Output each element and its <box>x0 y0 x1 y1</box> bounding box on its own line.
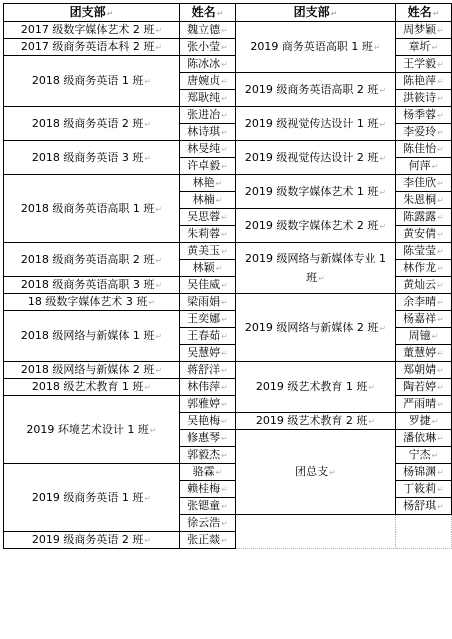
name-cell <box>396 447 452 464</box>
branch-cell <box>4 362 180 379</box>
paragraph-mark-icon: ↵ <box>221 26 228 35</box>
name-cell-text: 林艳 <box>192 176 215 189</box>
name-cell-text: 陈佳怡 <box>403 142 437 155</box>
paragraph-mark-icon: ↵ <box>368 417 376 426</box>
paragraph-mark-icon: ↵ <box>144 383 152 392</box>
name-cell-text: 张正燚 <box>187 533 221 546</box>
branch-cell <box>4 56 180 107</box>
name-cell-text: 余李晴 <box>403 295 437 308</box>
branch-cell-text: 2019 级商务英语 1 班 <box>31 490 144 504</box>
name-cell <box>180 192 236 209</box>
name-cell <box>396 379 452 396</box>
name-cell <box>180 311 236 328</box>
name-cell <box>396 226 452 243</box>
name-cell-text: 丁筱莉 <box>403 482 437 495</box>
paragraph-mark-icon: ↵ <box>437 247 444 256</box>
name-cell-text: 骆霖 <box>192 465 215 478</box>
paragraph-mark-icon: ↵ <box>148 298 156 307</box>
name-cell <box>180 294 236 311</box>
paragraph-mark-icon: ↵ <box>432 8 440 18</box>
branch-cell <box>4 532 180 549</box>
paragraph-mark-icon: ↵ <box>221 417 228 426</box>
branch-cell-text: 2019 级网络与新媒体专业 1 班 <box>245 251 386 284</box>
name-cell-text: 吴思蓉 <box>187 210 221 223</box>
paragraph-mark-icon: ↵ <box>221 332 228 341</box>
name-cell <box>180 226 236 243</box>
name-cell <box>396 277 452 294</box>
name-cell <box>180 209 236 226</box>
name-cell <box>396 73 452 90</box>
paragraph-mark-icon: ↵ <box>221 94 228 103</box>
paragraph-mark-icon: ↵ <box>221 383 228 392</box>
branch-cell <box>4 39 180 56</box>
name-cell <box>180 515 236 532</box>
name-cell <box>180 39 236 56</box>
paragraph-mark-icon: ↵ <box>155 43 163 52</box>
name-cell <box>396 39 452 56</box>
paragraph-mark-icon: ↵ <box>437 383 444 392</box>
empty-cell <box>396 515 452 549</box>
name-cell <box>180 73 236 90</box>
name-cell-text: 杨锦渊 <box>403 465 437 478</box>
paragraph-mark-icon: ↵ <box>437 281 444 290</box>
paragraph-mark-icon: ↵ <box>221 400 228 409</box>
branch-cell-text: 2019 级视觉传达设计 2 班 <box>244 150 379 164</box>
name-cell-text: 林颖 <box>192 261 215 274</box>
paragraph-mark-icon: ↵ <box>373 43 381 52</box>
roster-sheet <box>3 3 452 549</box>
branch-cell <box>236 209 396 243</box>
paragraph-mark-icon: ↵ <box>437 349 444 358</box>
paragraph-mark-icon: ↵ <box>437 264 444 273</box>
name-cell <box>396 90 452 107</box>
name-cell-text: 陶若婷 <box>403 380 437 393</box>
name-cell-text: 吴慧婷 <box>187 346 221 359</box>
name-cell-text: 林作龙 <box>403 261 437 274</box>
paragraph-mark-icon: ↵ <box>437 26 444 35</box>
name-cell <box>180 90 236 107</box>
name-cell <box>396 294 452 311</box>
branch-cell <box>236 294 396 362</box>
branch-cell-text: 2019 级视觉传达设计 1 班 <box>244 116 379 130</box>
empty-cell <box>236 515 396 549</box>
paragraph-mark-icon: ↵ <box>155 366 163 375</box>
paragraph-mark-icon: ↵ <box>431 43 439 52</box>
name-cell <box>180 498 236 515</box>
paragraph-mark-icon: ↵ <box>221 349 228 358</box>
name-cell <box>180 532 236 549</box>
paragraph-mark-icon: ↵ <box>221 485 228 494</box>
paragraph-mark-icon: ↵ <box>216 8 224 18</box>
name-cell-text: 陈艳萍 <box>403 74 437 87</box>
name-cell <box>180 328 236 345</box>
name-cell-text: 林楠 <box>192 193 215 206</box>
table-row <box>4 22 452 39</box>
branch-cell-text: 2018 级网络与新媒体 1 班 <box>20 329 155 342</box>
paragraph-mark-icon: ↵ <box>221 315 228 324</box>
table-row <box>4 362 452 379</box>
branch-cell <box>4 277 180 294</box>
paragraph-mark-icon: ↵ <box>437 468 444 477</box>
paragraph-mark-icon: ↵ <box>437 213 444 222</box>
paragraph-mark-icon: ↵ <box>379 153 387 163</box>
paragraph-mark-icon: ↵ <box>215 179 223 188</box>
paragraph-mark-icon: ↵ <box>437 94 444 103</box>
branch-cell <box>4 22 180 39</box>
branch-cell-text: 2017 级数字媒体艺术 2 班 <box>20 23 155 36</box>
branch-cell-text: 2019 级数字媒体艺术 2 班 <box>244 218 379 232</box>
name-cell <box>180 396 236 413</box>
name-cell <box>180 447 236 464</box>
branch-cell <box>4 243 180 277</box>
branch-cell-text: 2018 级网络与新媒体 2 班 <box>20 363 155 376</box>
name-cell-text: 李爱玲 <box>403 125 437 138</box>
paragraph-mark-icon: ↵ <box>437 298 444 307</box>
name-cell <box>396 158 452 175</box>
roster-table <box>3 3 452 549</box>
header-branch-cell <box>4 4 180 22</box>
name-cell <box>396 362 452 379</box>
name-cell <box>180 158 236 175</box>
name-cell-text: 徐云浩 <box>187 516 221 529</box>
paragraph-mark-icon: ↵ <box>431 162 439 171</box>
name-cell-text: 张锶童 <box>187 499 221 512</box>
name-cell-text: 赖桂梅 <box>187 482 221 495</box>
paragraph-mark-icon: ↵ <box>329 468 336 477</box>
name-cell-text: 章圻 <box>408 40 431 53</box>
name-cell-text: 何萍 <box>408 159 431 172</box>
name-cell-text: 宁杰 <box>408 448 431 461</box>
branch-cell-text: 2018 级商务英语高职 2 班 <box>20 252 155 266</box>
table-row <box>4 243 452 260</box>
name-cell-text: 杨嘉祥 <box>403 312 437 325</box>
name-cell <box>180 277 236 294</box>
header-branch-cell <box>236 4 396 22</box>
name-cell <box>396 311 452 328</box>
paragraph-mark-icon: ↵ <box>221 111 228 120</box>
name-cell-text: 王奕娜 <box>187 312 221 325</box>
table-row <box>4 175 452 192</box>
paragraph-mark-icon: ↵ <box>379 323 387 333</box>
name-cell-text: 吴艳梅 <box>187 414 221 427</box>
paragraph-mark-icon: ↵ <box>221 536 228 545</box>
branch-cell-text: 18 级数字媒体艺术 3 班 <box>27 295 148 308</box>
name-cell-text: 周梦颖 <box>403 23 437 36</box>
paragraph-mark-icon: ↵ <box>437 77 444 86</box>
paragraph-mark-icon: ↵ <box>221 60 228 69</box>
name-cell-text: 董慧婷 <box>403 346 437 359</box>
header-name-cell <box>396 4 452 22</box>
branch-cell-text: 2018 级商务英语高职 3 班 <box>20 278 155 291</box>
name-cell-text: 张进冶 <box>187 108 221 121</box>
name-cell <box>396 243 452 260</box>
branch-cell-text: 2018 级商务英语 1 班 <box>31 74 144 87</box>
name-cell-text: 朱恩桐 <box>403 193 437 206</box>
paragraph-mark-icon: ↵ <box>330 8 338 18</box>
branch-cell-text: 2018 级商务英语 3 班 <box>31 150 144 164</box>
name-cell-text: 李佳欣 <box>403 176 437 189</box>
branch-cell <box>236 175 396 209</box>
branch-cell-text: 2019 环境艺术设计 1 班 <box>26 422 149 436</box>
paragraph-mark-icon: ↵ <box>221 247 228 256</box>
name-cell-text: 林伟萍 <box>187 380 221 393</box>
branch-cell <box>236 141 396 175</box>
paragraph-mark-icon: ↵ <box>431 417 439 426</box>
branch-cell <box>4 311 180 362</box>
table-row <box>4 294 452 311</box>
name-cell <box>180 107 236 124</box>
paragraph-mark-icon: ↵ <box>221 281 228 290</box>
paragraph-mark-icon: ↵ <box>437 230 444 239</box>
branch-cell <box>4 294 180 311</box>
paragraph-mark-icon: ↵ <box>437 111 444 120</box>
name-cell-text: 郭雅婷 <box>187 397 221 410</box>
paragraph-mark-icon: ↵ <box>221 162 228 171</box>
name-cell <box>396 430 452 447</box>
paragraph-mark-icon: ↵ <box>155 281 163 290</box>
paragraph-mark-icon: ↵ <box>437 502 444 511</box>
table-row <box>4 107 452 124</box>
paragraph-mark-icon: ↵ <box>149 425 157 435</box>
paragraph-mark-icon: ↵ <box>106 8 114 18</box>
paragraph-mark-icon: ↵ <box>431 332 439 341</box>
name-cell <box>180 379 236 396</box>
branch-cell-text: 2019 级商务英语高职 2 班 <box>244 82 379 96</box>
name-cell <box>396 175 452 192</box>
name-cell-text: 王学毅 <box>403 57 437 70</box>
name-cell-text: 魏立德 <box>187 23 221 36</box>
branch-cell <box>236 430 396 515</box>
paragraph-mark-icon: ↵ <box>221 366 228 375</box>
name-cell-text: 潘依琳 <box>403 431 437 444</box>
paragraph-mark-icon: ↵ <box>144 119 152 129</box>
paragraph-mark-icon: ↵ <box>437 485 444 494</box>
branch-cell-text: 2019 级艺术教育 2 班 <box>255 414 368 427</box>
header-branch-cell-text: 团支部 <box>293 4 330 19</box>
paragraph-mark-icon: ↵ <box>437 60 444 69</box>
paragraph-mark-icon: ↵ <box>221 43 228 52</box>
branch-cell <box>236 413 396 430</box>
name-cell-text: 黄安倩 <box>403 227 437 240</box>
name-cell <box>396 209 452 226</box>
branch-cell-text: 2018 级商务英语高职 1 班 <box>20 201 155 215</box>
header-name-cell <box>180 4 236 22</box>
name-cell-text: 陈冰冰 <box>187 57 221 70</box>
paragraph-mark-icon: ↵ <box>221 451 228 460</box>
name-cell <box>180 430 236 447</box>
branch-cell <box>4 464 180 532</box>
name-cell-text: 郑朝婧 <box>403 363 437 376</box>
paragraph-mark-icon: ↵ <box>155 255 163 265</box>
paragraph-mark-icon: ↵ <box>379 221 387 231</box>
paragraph-mark-icon: ↵ <box>379 187 387 197</box>
name-cell <box>396 56 452 73</box>
name-cell <box>180 124 236 141</box>
paragraph-mark-icon: ↵ <box>437 366 444 375</box>
branch-cell <box>236 243 396 294</box>
branch-cell <box>236 73 396 107</box>
branch-cell <box>236 22 396 73</box>
branch-cell-text: 2018 级艺术教育 1 班 <box>31 380 144 393</box>
branch-cell-text: 2019 商务英语高职 1 班 <box>250 40 373 53</box>
name-cell-text: 周镱 <box>408 329 431 342</box>
name-cell <box>180 243 236 260</box>
name-cell <box>180 481 236 498</box>
name-cell <box>180 345 236 362</box>
paragraph-mark-icon: ↵ <box>318 273 325 283</box>
paragraph-mark-icon: ↵ <box>215 468 223 477</box>
name-cell-text: 郭毅杰 <box>187 448 221 461</box>
paragraph-mark-icon: ↵ <box>215 196 223 205</box>
name-cell <box>396 345 452 362</box>
name-cell-text: 郑耿纯 <box>187 91 221 104</box>
name-cell <box>180 22 236 39</box>
paragraph-mark-icon: ↵ <box>437 145 444 154</box>
header-branch-cell-text: 团支部 <box>69 4 106 19</box>
paragraph-mark-icon: ↵ <box>379 85 387 95</box>
name-cell-text: 梁雨娟 <box>187 295 221 308</box>
branch-cell <box>236 362 396 413</box>
branch-cell-text: 2019 级商务英语 2 班 <box>31 533 144 546</box>
paragraph-mark-icon: ↵ <box>221 77 228 86</box>
name-cell-text: 黄灿云 <box>403 278 437 291</box>
paragraph-mark-icon: ↵ <box>144 536 152 545</box>
name-cell-text: 修惠琴 <box>187 431 221 444</box>
name-cell-text: 唐婉贞 <box>187 74 221 87</box>
branch-cell-text: 2019 级艺术教育 1 班 <box>255 380 368 393</box>
name-cell <box>180 141 236 158</box>
name-cell <box>396 498 452 515</box>
branch-cell-text: 2019 级网络与新媒体 2 班 <box>244 320 379 334</box>
paragraph-mark-icon: ↵ <box>155 26 163 35</box>
paragraph-mark-icon: ↵ <box>155 332 163 341</box>
paragraph-mark-icon: ↵ <box>221 298 228 307</box>
name-cell <box>396 141 452 158</box>
name-cell <box>180 413 236 430</box>
name-cell-text: 杨季蓉 <box>403 108 437 121</box>
name-cell <box>396 413 452 430</box>
paragraph-mark-icon: ↵ <box>215 264 223 273</box>
paragraph-mark-icon: ↵ <box>368 383 376 392</box>
paragraph-mark-icon: ↵ <box>431 451 439 460</box>
paragraph-mark-icon: ↵ <box>437 400 444 409</box>
name-cell-text: 严雨晴 <box>403 397 437 410</box>
name-cell <box>396 396 452 413</box>
roster-body <box>4 4 452 549</box>
name-cell-text: 林诗琪 <box>187 125 221 138</box>
paragraph-mark-icon: ↵ <box>437 179 444 188</box>
name-cell-text: 陈莹莹 <box>403 244 437 257</box>
paragraph-mark-icon: ↵ <box>221 230 228 239</box>
name-cell <box>396 124 452 141</box>
name-cell-text: 许卓毅 <box>187 159 221 172</box>
header-name-cell-text: 姓名 <box>191 4 216 19</box>
name-cell <box>180 362 236 379</box>
name-cell-text: 杨舒琪 <box>403 499 437 512</box>
name-cell <box>396 107 452 124</box>
paragraph-mark-icon: ↵ <box>221 128 228 137</box>
branch-cell <box>236 107 396 141</box>
header-row <box>4 4 452 22</box>
name-cell-text: 陈露露 <box>403 210 437 223</box>
paragraph-mark-icon: ↵ <box>155 204 163 214</box>
paragraph-mark-icon: ↵ <box>437 315 444 324</box>
name-cell-text: 罗捷 <box>408 414 431 427</box>
name-cell-text: 蒋舒洋 <box>187 363 221 376</box>
name-cell-text: 张小莹 <box>187 40 221 53</box>
paragraph-mark-icon: ↵ <box>221 502 228 511</box>
paragraph-mark-icon: ↵ <box>221 145 228 154</box>
header-name-cell-text: 姓名 <box>407 4 432 19</box>
name-cell <box>396 328 452 345</box>
paragraph-mark-icon: ↵ <box>144 153 152 163</box>
name-cell <box>180 260 236 277</box>
paragraph-mark-icon: ↵ <box>144 77 152 86</box>
branch-cell <box>4 175 180 243</box>
paragraph-mark-icon: ↵ <box>221 213 228 222</box>
table-row <box>4 141 452 158</box>
paragraph-mark-icon: ↵ <box>379 119 387 129</box>
name-cell <box>396 260 452 277</box>
name-cell-text: 洪筱诗 <box>403 91 437 104</box>
branch-cell-text: 团总支 <box>295 465 329 478</box>
paragraph-mark-icon: ↵ <box>437 128 444 137</box>
branch-cell-text: 2017 级商务英语本科 2 班 <box>20 40 155 53</box>
branch-cell <box>4 141 180 175</box>
name-cell-text: 王春茹 <box>187 329 221 342</box>
name-cell <box>396 192 452 209</box>
paragraph-mark-icon: ↵ <box>437 434 444 443</box>
name-cell-text: 林旻纯 <box>187 142 221 155</box>
name-cell-text: 吴佳威 <box>187 278 221 291</box>
paragraph-mark-icon: ↵ <box>144 493 152 503</box>
name-cell <box>180 464 236 481</box>
branch-cell <box>4 379 180 396</box>
branch-cell <box>4 107 180 141</box>
name-cell <box>180 56 236 73</box>
name-cell <box>396 481 452 498</box>
branch-cell-text: 2019 级数字媒体艺术 1 班 <box>244 184 379 198</box>
name-cell <box>396 22 452 39</box>
name-cell <box>396 464 452 481</box>
name-cell-text: 黄美玉 <box>187 244 221 257</box>
name-cell <box>180 175 236 192</box>
paragraph-mark-icon: ↵ <box>221 434 228 443</box>
branch-cell-text: 2018 级商务英语 2 班 <box>31 116 144 130</box>
name-cell-text: 朱莉蓉 <box>187 227 221 240</box>
branch-cell <box>4 396 180 464</box>
paragraph-mark-icon: ↵ <box>221 519 228 528</box>
paragraph-mark-icon: ↵ <box>437 196 444 205</box>
